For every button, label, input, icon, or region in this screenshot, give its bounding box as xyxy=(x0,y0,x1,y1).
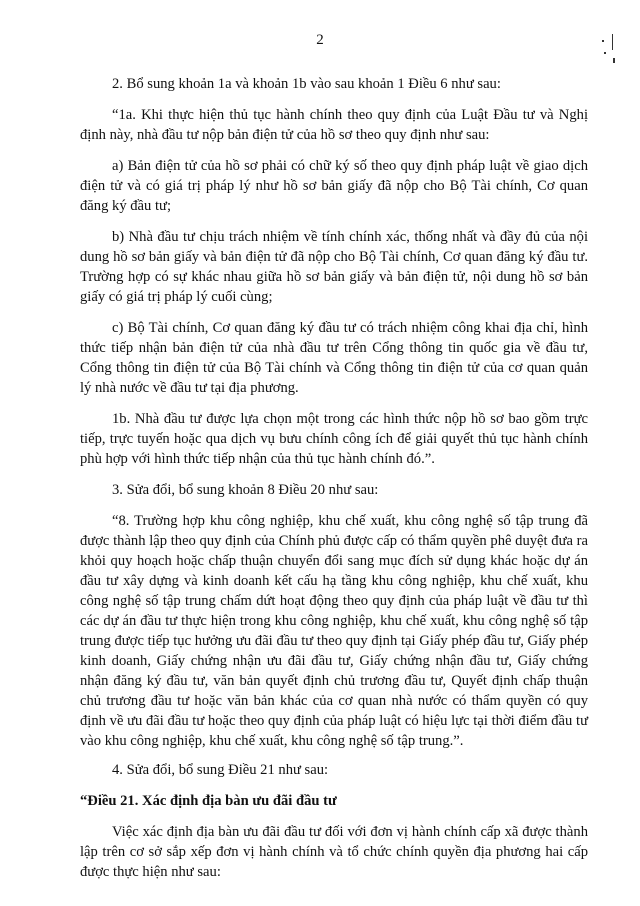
paragraph-point-a: a) Bản điện tử của hồ sơ phải có chữ ký số theo quy định pháp luật về giao dịch điện tử và có giá trị pháp lý như hồ sơ bản giấy đã nộp cho Bộ Tài chính, Cơ quan đăng ký đầu tư; xyxy=(80,158,588,214)
paragraph-item-3: 3. Sửa đổi, bổ sung khoản 8 Điều 20 như sau: xyxy=(112,482,379,498)
page-number: 2 xyxy=(316,32,324,48)
paragraph-item-4: 4. Sửa đổi, bổ sung Điều 21 như sau: xyxy=(112,762,329,778)
paragraph-article-21-intro: Việc xác định địa bàn ưu đãi đầu tư đối với đơn vị hành chính cấp xã được thành lập trên cơ sở sắp xếp đơn vị hành chính và tổ chức chính quyền địa phương hai cấp được thực hiện như sau: xyxy=(80,824,588,880)
paragraph-clause-8: “8. Trường hợp khu công nghiệp, khu chế xuất, khu công nghệ số tập trung đã được thành lập theo quy định của Chính phủ được cấp có thẩm quyền phê duyệt đưa ra khỏi quy hoạch hoặc chấp thuận chuyển đổi sang mục đích sử dụng khác hoặc dự án đầu tư xây dựng và kinh doanh kết cấu hạ tầng khu công nghiệp, khu chế xuất, khu công nghệ số tập trung chấm dứt hoạt động theo quy định của pháp luật về đầu tư thì các dự án đầu tư thực hiện trong khu công nghiệp, khu chế xuất, khu công nghệ số tập trung được tiếp tục hưởng ưu đãi đầu tư theo quy định tại Giấy phép đầu tư, Giấy phép kinh doanh, Giấy chứng nhận ưu đãi đầu tư, Giấy chứng nhận đầu tư, Giấy chứng nhận đăng ký đầu tư, văn bản quyết định chủ trương đầu tư, Quyết định chấp thuận chủ trương đầu tư hoặc văn bản khác của cơ quan nhà nước có thẩm quyền có quy định về ưu đãi đầu tư hoặc theo quy định của pháp luật có hiệu lực tại thời điểm đầu tư vào khu công nghiệp, khu chế xuất, khu công nghệ số tập trung.”. xyxy=(80,513,588,749)
scan-artifact-marks xyxy=(598,30,618,80)
paragraph-point-b: b) Nhà đầu tư chịu trách nhiệm về tính chính xác, thống nhất và đầy đủ của nội dung hồ sơ bản giấy và bản điện tử đã nộp cho Bộ Tài chính, Cơ quan đăng ký đầu tư. Trường hợp có sự khác nhau giữa hồ sơ bản giấy và bản điện tử, nội dung hồ sơ bản giấy có giá trị pháp lý cuối cùng; xyxy=(80,229,588,305)
paragraph-clause-1a: “1a. Khi thực hiện thủ tục hành chính theo quy định của Luật Đầu tư và Nghị định này, nhà đầu tư nộp bản điện tử của hồ sơ theo quy định như sau: xyxy=(80,107,588,143)
article-21-heading: “Điều 21. Xác định địa bàn ưu đãi đầu tư xyxy=(80,793,337,809)
paragraph-item-2: 2. Bổ sung khoản 1a và khoản 1b vào sau khoản 1 Điều 6 như sau: xyxy=(112,76,501,92)
document-body xyxy=(80,74,588,893)
paragraph-clause-1b: 1b. Nhà đầu tư được lựa chọn một trong các hình thức nộp hồ sơ bao gồm trực tiếp, trực tuyến hoặc qua dịch vụ bưu chính công ích để giải quyết thủ tục hành chính phù hợp với hình thức tiếp nhận của thủ tục hành chính đó.”. xyxy=(80,411,588,467)
paragraph-point-c: c) Bộ Tài chính, Cơ quan đăng ký đầu tư có trách nhiệm công khai địa chỉ, hình thức tiếp nhận bản điện tử của nhà đầu tư trên Cổng thông tin quốc gia về đầu tư, Cổng thông tin điện tử của Bộ Tài chính và Cổng thông tin điện tử của cơ quan quản lý nhà nước về đầu tư tại địa phương. xyxy=(80,320,588,396)
